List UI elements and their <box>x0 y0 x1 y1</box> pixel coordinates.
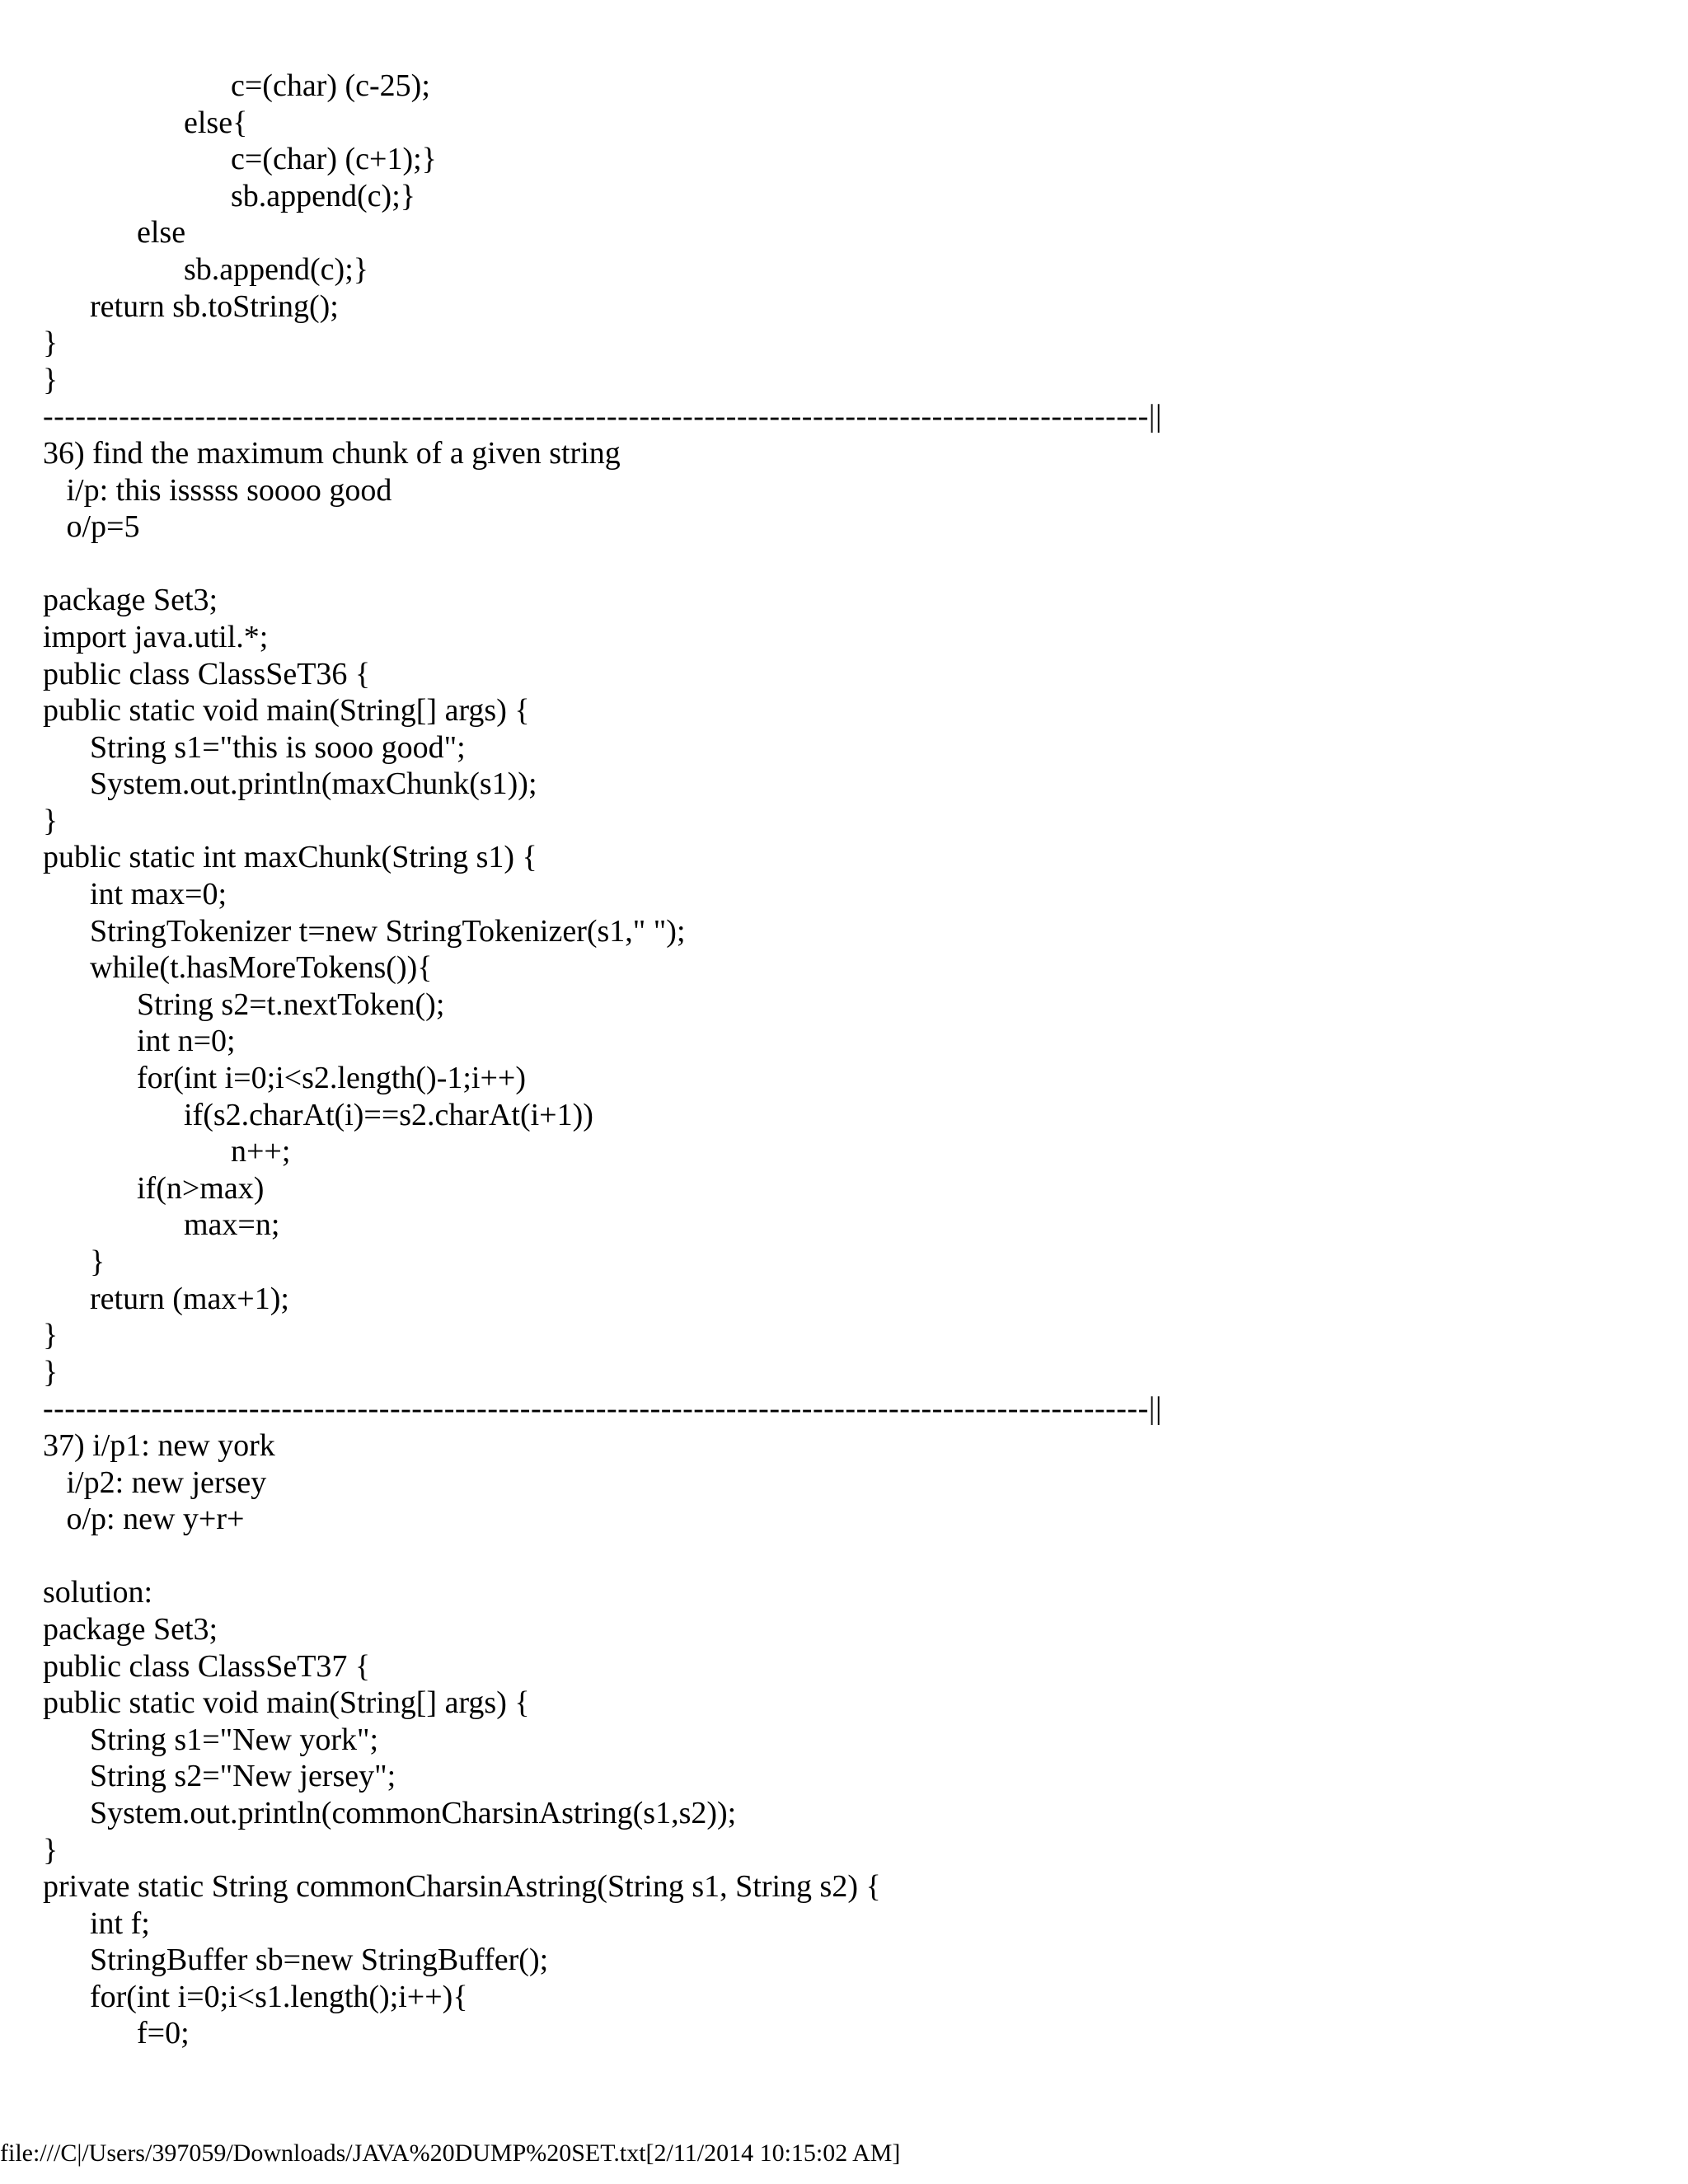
text-line: o/p: new y+r+ <box>43 1502 245 1537</box>
text-line: StringBuffer sb=new StringBuffer(); <box>43 1943 549 1978</box>
text-line: String s1="this is sooo good"; <box>43 729 466 765</box>
text-line: i/p2: new jersey <box>43 1465 267 1500</box>
text-line: for(int i=0;i<s1.length();i++){ <box>43 1979 468 2014</box>
text-line: private static String commonCharsinAstring(String s1, String s2) { <box>43 1869 881 1905</box>
text-line: int n=0; <box>43 1024 236 1059</box>
text-line: 36) find the maximum chunk of a given string <box>43 435 621 471</box>
text-line: if(s2.charAt(i)==s2.charAt(i+1)) <box>43 1097 593 1132</box>
text-line: package Set3; <box>43 583 218 618</box>
text-line: System.out.println(commonCharsinAstring(s1,s2)); <box>43 1795 737 1830</box>
text-line: } <box>43 1244 106 1279</box>
text-line: public class ClassSeT36 { <box>43 656 371 691</box>
text-line: sb.append(c);} <box>43 251 368 287</box>
text-line: public static void main(String[] args) { <box>43 1685 530 1721</box>
document-body <box>43 68 1162 2052</box>
text-line: c=(char) (c-25); <box>43 68 430 103</box>
text-line: public static int maxChunk(String s1) { <box>43 840 537 875</box>
separator-line: ------------------------------------------------------------------------------------------------------|| <box>43 399 1162 434</box>
text-line: } <box>43 1832 59 1868</box>
text-line: sb.append(c);} <box>43 178 415 213</box>
text-line: String s2=t.nextToken(); <box>43 987 445 1022</box>
text-line: c=(char) (c+1);} <box>43 142 437 177</box>
text-line: import java.util.*; <box>43 619 269 654</box>
text-line: while(t.hasMoreTokens()){ <box>43 950 433 986</box>
text-line: return sb.toString(); <box>43 288 339 324</box>
text-line: else{ <box>43 105 248 140</box>
text-line: System.out.println(maxChunk(s1)); <box>43 766 537 802</box>
text-line <box>43 1538 1162 1575</box>
text-line: 37) i/p1: new york <box>43 1427 275 1463</box>
text-line: i/p: this isssss soooo good <box>43 472 392 508</box>
text-line <box>43 546 1162 583</box>
text-line: String s1="New york"; <box>43 1722 379 1757</box>
text-line: package Set3; <box>43 1611 218 1647</box>
text-line: o/p=5 <box>43 509 140 545</box>
text-line: int f; <box>43 1905 150 1941</box>
text-line: } <box>43 326 59 361</box>
text-line: solution: <box>43 1575 153 1610</box>
page-footer: file:///C|/Users/397059/Downloads/JAVA%20DUMP%20SET.txt[2/11/2014 10:15:02 AM] <box>0 2139 901 2167</box>
text-line: String s2="New jersey"; <box>43 1759 396 1794</box>
text-line: f=0; <box>43 2016 190 2051</box>
text-line: public static void main(String[] args) { <box>43 693 530 729</box>
separator-line: ------------------------------------------------------------------------------------------------------|| <box>43 1391 1162 1427</box>
text-line: } <box>43 362 59 397</box>
text-line: for(int i=0;i<s2.length()-1;i++) <box>43 1061 526 1096</box>
text-line: return (max+1); <box>43 1281 289 1316</box>
text-line: int max=0; <box>43 877 227 912</box>
text-line: } <box>43 1318 59 1353</box>
text-line: if(n>max) <box>43 1170 265 1206</box>
text-line: n++; <box>43 1134 291 1169</box>
text-line: max=n; <box>43 1207 280 1243</box>
text-line: else <box>43 215 186 251</box>
text-line: StringTokenizer t=new StringTokenizer(s1," "); <box>43 913 686 949</box>
text-line: public class ClassSeT37 { <box>43 1648 371 1684</box>
text-line: } <box>43 1354 59 1390</box>
text-line: } <box>43 803 59 838</box>
